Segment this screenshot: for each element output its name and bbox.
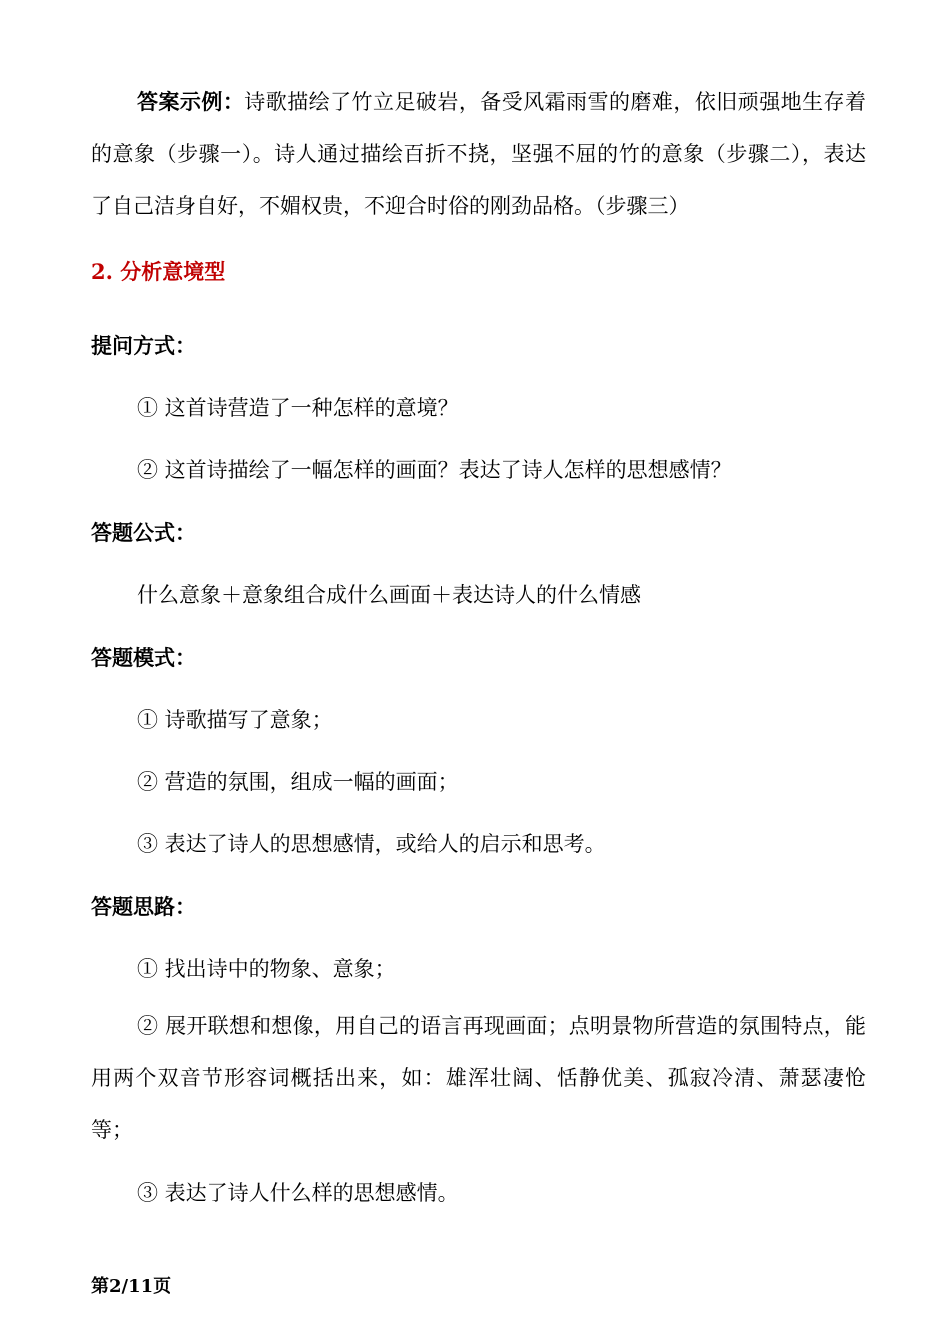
question-item-1: ① 这首诗营造了一种怎样的意境？	[137, 396, 459, 420]
answer-mode-item-1: ① 诗歌描写了意象；	[137, 708, 333, 732]
question-style-label: 提问方式：	[91, 333, 196, 358]
answer-mode-item-2: ② 营造的氛围，组成一幅的画面；	[137, 770, 459, 794]
answer-example-label: 答案示例：	[137, 89, 245, 114]
answer-mode-label: 答题模式：	[91, 645, 196, 670]
answer-approach-item-1: ① 找出诗中的物象、意象；	[137, 957, 396, 981]
answer-example-text: 诗歌描绘了竹立足破岩，备受风霜雨雪的磨难，依旧顽强地生存着的意象（步骤一）。诗人通过描绘百折不挠，坚强不屈的竹的意象（步骤二），表达了自己洁身自好，不媚权贵，不迎合时俗的刚劲品格。（步骤三）	[91, 90, 867, 218]
answer-example-paragraph	[91, 76, 866, 232]
question-item-2: ② 这首诗描绘了一幅怎样的画面？表达了诗人怎样的思想感情？	[137, 458, 732, 482]
section-heading: 2. 分析意境型	[91, 259, 226, 284]
answer-formula-label: 答题公式：	[91, 520, 196, 545]
answer-approach-label: 答题思路：	[91, 894, 196, 919]
answer-approach-item-2: ② 展开联想和想像，用自己的语言再现画面；点明景物所营造的氛围特点，能用两个双音节形容词概括出来，如：雄浑壮阔、恬静优美、孤寂冷清、萧瑟凄怆等；	[91, 1014, 866, 1142]
page-number: 第2/11页	[91, 1276, 172, 1297]
answer-formula-text: 什么意象＋意象组合成什么画面＋表达诗人的什么情感	[137, 583, 641, 607]
answer-mode-item-3: ③ 表达了诗人的思想感情，或给人的启示和思考。	[137, 832, 606, 856]
answer-approach-item-3: ③ 表达了诗人什么样的思想感情。	[137, 1181, 459, 1205]
